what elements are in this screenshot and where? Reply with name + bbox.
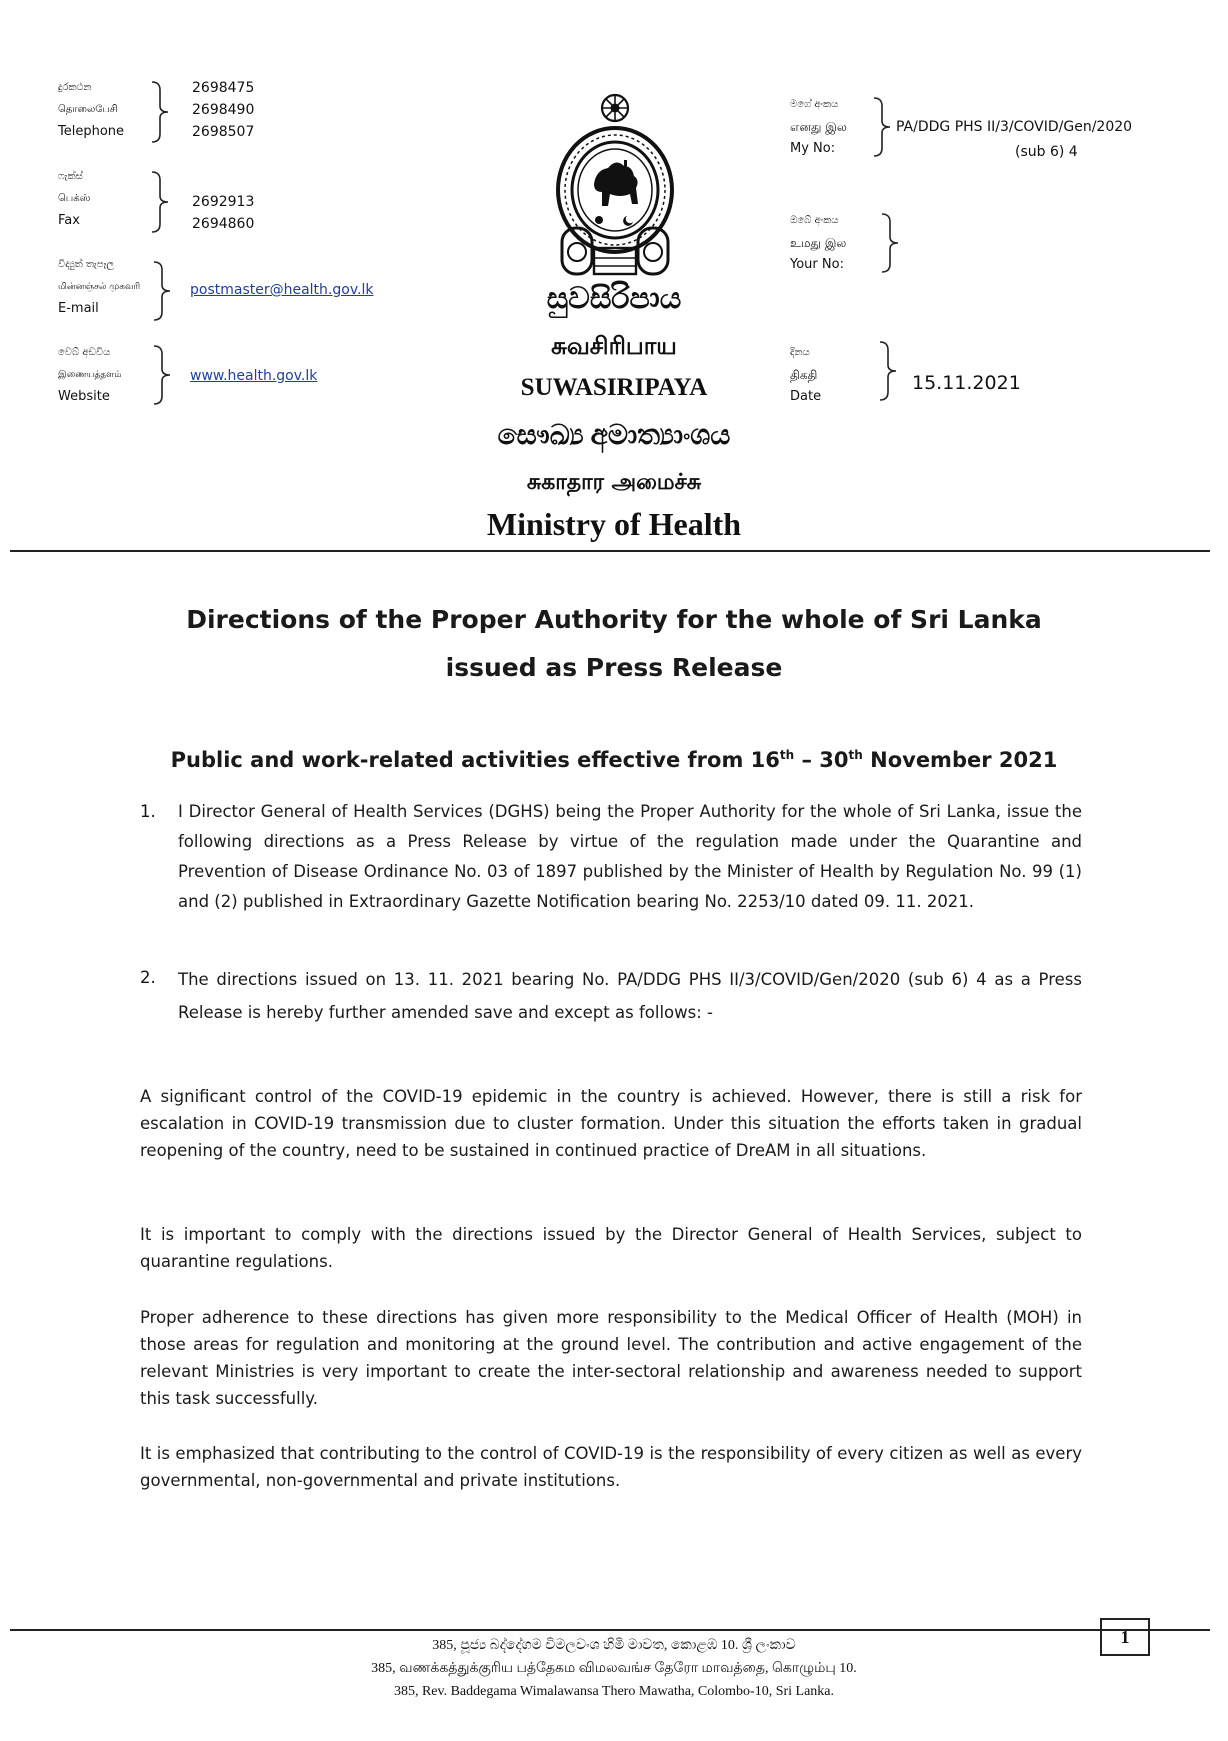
footer-address-english: 385, Rev. Baddegama Wimalawansa Thero Mawatha, Colombo-10, Sri Lanka. xyxy=(393,1684,835,1699)
my-no-brace-icon xyxy=(872,96,896,158)
sri-lanka-emblem-icon xyxy=(550,88,680,280)
website-label-ta: இணையத்தளம் xyxy=(58,370,122,380)
date-value: 15.11.2021 xyxy=(912,372,1021,394)
document-title-line1: Directions of the Proper Authority for the whole of Sri Lanka xyxy=(186,605,1042,634)
body-paragraph: It is emphasized that contributing to the control of COVID-19 is the responsibility of every citizen as well as every governmental, non-governmental and private institutions. xyxy=(140,1444,1082,1490)
website-label-si: වෙබ් අඩවිය xyxy=(58,347,111,358)
list-item: I Director General of Health Services (DGHS) being the Proper Authority for the whole of Sri Lanka, issue the following directions as a Press Release by virtue of the regulation made under the Quarantine and Prevention of Disease Ordinance No. 03 of 1897 published by the Minister of Health by Regulation No. 99 (1) and (2) published in Extraordinary Gazette Notification bearing No. 2253/10 dated 09. 11. 2021. xyxy=(178,802,1082,911)
email-label-si: විද්‍යුත් තැපෑල xyxy=(58,259,114,270)
website-link[interactable]: www.health.gov.lk xyxy=(190,368,318,384)
footer-address-tamil: 385, வணக்கத்துக்குரிய பத்தேகம விமலவங்ச தேரோ மாவத்தை, கொழும்பு 10. xyxy=(371,1661,857,1676)
ministry-name-english: Ministry of Health xyxy=(486,506,742,542)
my-no-value-line2: (sub 6) 4 xyxy=(1015,144,1078,160)
website-label-en: Website xyxy=(58,389,110,404)
date-label-si: දිනය xyxy=(790,347,810,358)
telephone-label-si: දුරකථන xyxy=(58,82,92,93)
telephone-number: 2698490 xyxy=(192,102,255,118)
fax-number: 2692913 xyxy=(192,194,255,210)
email-link[interactable]: postmaster@health.gov.lk xyxy=(190,282,374,298)
fax-label-si: ෆැක්ස් xyxy=(58,171,83,182)
fax-brace-icon xyxy=(150,170,174,234)
fax-label-ta: பெக்ஸ் xyxy=(58,193,91,204)
ministry-name-tamil: சுகாதார அமைச்சு xyxy=(526,470,702,495)
your-no-label-en: Your No: xyxy=(790,257,844,272)
suwasiripaya-tamil: சுவசிரிபாய xyxy=(551,332,677,360)
telephone-brace-icon xyxy=(150,80,174,144)
suwasiripaya-english: SUWASIRIPAYA xyxy=(520,374,708,401)
header-divider xyxy=(10,550,1210,552)
page-number: 1 xyxy=(1100,1618,1150,1656)
my-no-label-ta: எனது இல xyxy=(790,120,847,134)
fax-label-en: Fax xyxy=(58,213,80,228)
footer-address-sinhala: 385, පූජ්‍ය බද්දේගම විමලවංශ හිමි මාවත, කොළඹ 10. ශ්‍රී ලංකාව xyxy=(432,1638,796,1653)
document-subtitle: Public and work-related activities effective from 16th – 30th November 2021 xyxy=(170,748,1058,772)
fax-number: 2694860 xyxy=(192,216,255,232)
suwasiripaya-sinhala: සුවසිරිපාය xyxy=(546,282,682,315)
body-paragraph: A significant control of the COVID-19 epidemic in the country is achieved. However, there is still a risk for escalation in COVID-19 transmission due to cluster formation. Under this situation the efforts taken in gradual reopening of the country, need to be sustained in continued practice of DreAM in all situations. xyxy=(140,1087,1082,1160)
date-brace-icon xyxy=(878,340,902,402)
telephone-number: 2698507 xyxy=(192,124,255,140)
telephone-label-en: Telephone xyxy=(58,124,125,139)
date-label-ta: திகதி xyxy=(790,368,818,382)
email-label-ta: மின்னஞ்சல் முகவரி xyxy=(58,282,141,292)
my-no-label-en: My No: xyxy=(790,141,836,156)
telephone-number: 2698475 xyxy=(192,80,255,96)
list-item-number: 1. xyxy=(140,802,156,821)
ministry-name-sinhala: සෞඛ්‍ය අමාත්‍යාංශය xyxy=(497,420,731,451)
my-no-value-line1: PA/DDG PHS II/3/COVID/Gen/2020 xyxy=(896,119,1133,135)
footer-divider xyxy=(10,1629,1210,1631)
document-title xyxy=(0,596,1228,692)
your-no-label-si: ඔබේ අංකය xyxy=(790,215,839,226)
date-label-en: Date xyxy=(790,389,822,404)
list-item: The directions issued on 13. 11. 2021 bearing No. PA/DDG PHS II/3/COVID/Gen/2020 (sub 6) 4 as a Press Release is hereby further amended save and except as follows: - xyxy=(178,970,1082,1022)
list-item-number: 2. xyxy=(140,968,156,987)
document-title-line2: issued as Press Release xyxy=(445,653,783,682)
telephone-label-ta: தொலைபேசி xyxy=(58,104,118,115)
body-paragraph: Proper adherence to these directions has given more responsibility to the Medical Officer of Health (MOH) in those areas for regulation and monitoring at the ground level. The contribution and active engagement of the relevant Ministries is very important to create the inter-sectoral relationship and awareness needed to support this task successfully. xyxy=(140,1308,1082,1408)
email-label-en: E-mail xyxy=(58,301,99,316)
body-paragraph: It is important to comply with the directions issued by the Director General of Health Services, subject to quarantine regulations. xyxy=(140,1225,1082,1271)
your-no-label-ta: உமது இல xyxy=(790,236,847,250)
your-no-brace-icon xyxy=(880,212,904,274)
my-no-label-si: මගේ අංකය xyxy=(790,99,839,110)
